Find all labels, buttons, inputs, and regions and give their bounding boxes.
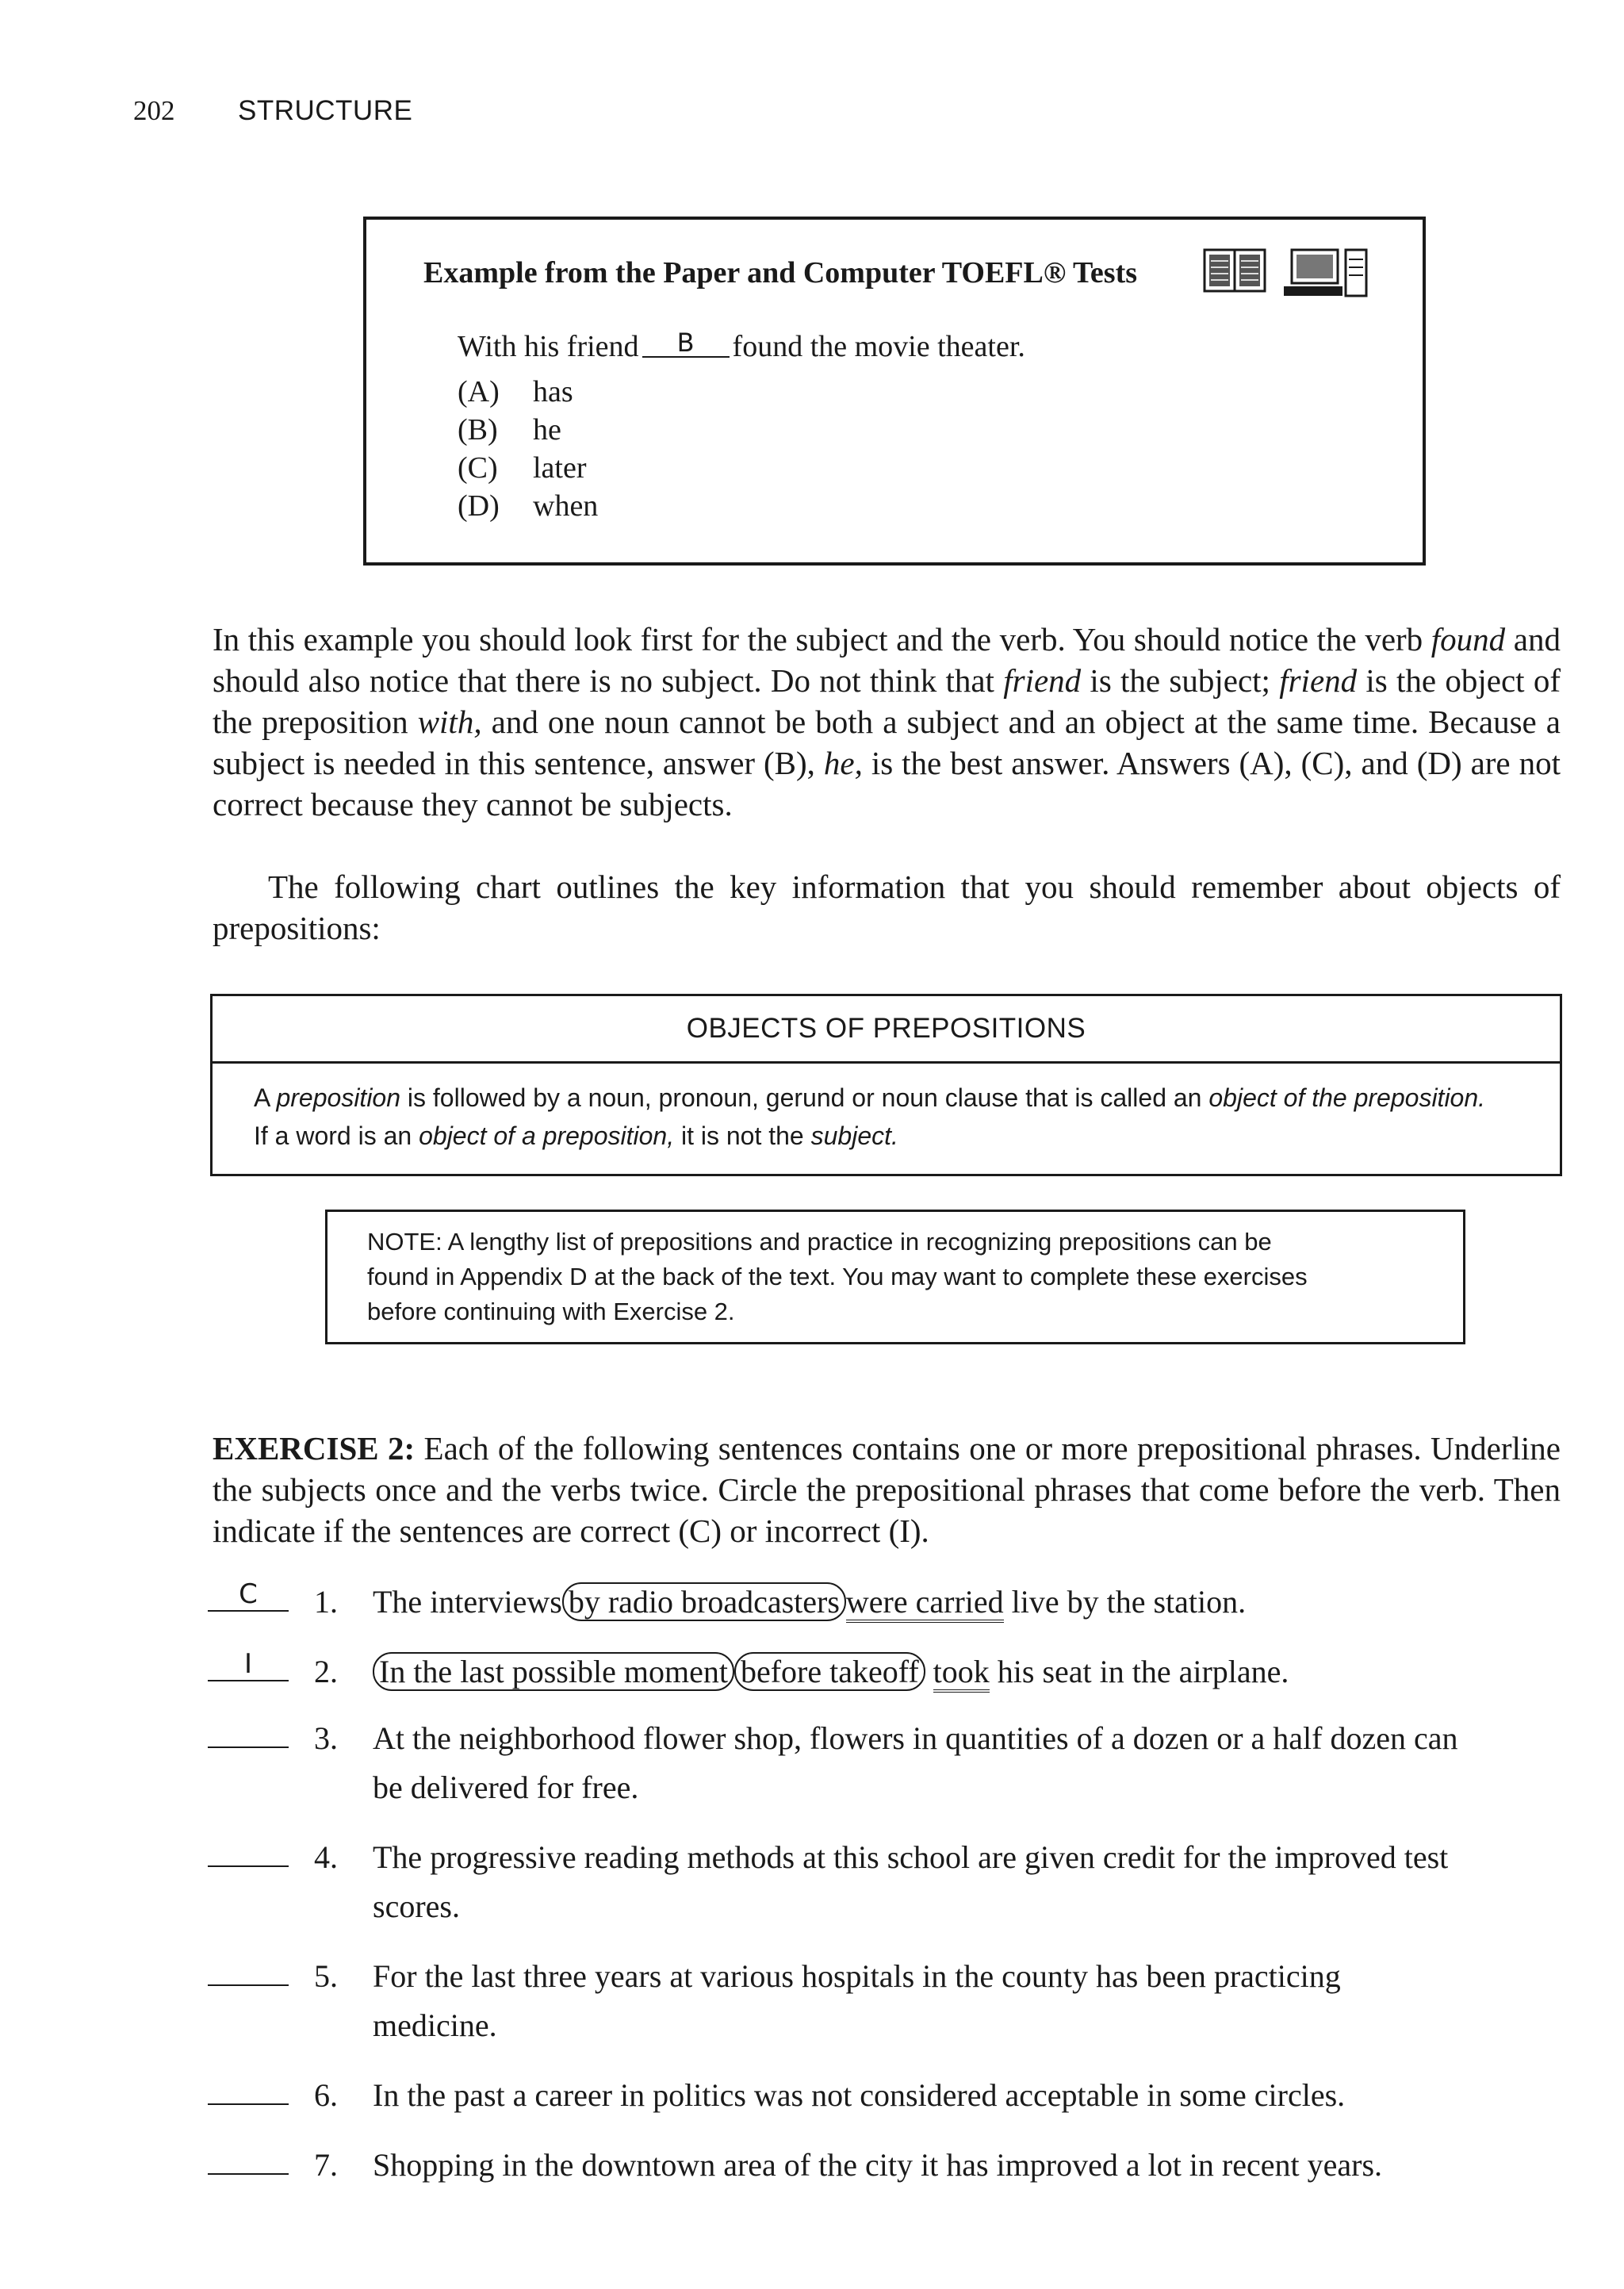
exercise-sentence-2: In the last possible moment before takeoff took his seat in the airplane. [373,1653,1289,1690]
item-number-2: 2. [314,1654,338,1689]
sentence-start: With his friend [458,330,639,363]
chart-rule-2: If a word is an object of a preposition, it is not the subject. [254,1121,898,1150]
chart-rule-1: A preposition is followed by a noun, pronoun, gerund or noun clause that is called an object of the preposition. [254,1083,1486,1112]
item-number-6: 6. [314,2077,338,2113]
circled-phrase: before takeoff [734,1652,925,1691]
answer-blank-3[interactable] [208,1715,289,1748]
answer-blank-7[interactable] [208,2141,289,2175]
answer-blank-6[interactable] [208,2072,289,2105]
circled-phrase: by radio broadcasters [562,1582,846,1621]
paper-test-book-icon [1203,247,1266,294]
note-line-1: NOTE: A lengthy list of prepositions and practice in recognizing prepositions can be [367,1228,1272,1256]
chart-intro-paragraph: The following chart outlines the key information that you should remember about objects of prepositions: [213,868,1561,946]
exercise-instructions: EXERCISE 2: Each of the following sentences contains one or more prepositional phrases. Underline the subjects once and the verbs twice. Circle the prepositional phrases that come before the verb. Then indicate if the sentences are correct (C) or incorrect (I). [213,1430,1561,1549]
note-line-2: found in Appendix D at the back of the text. You may want to complete these exercises [367,1263,1308,1290]
answer-blank-5[interactable] [208,1953,289,1986]
item-number-3: 3. [314,1720,338,1756]
page-number: 202 [133,95,175,126]
exercise-sentence-4: The progressive reading methods at this school are given credit for the improved test [373,1839,1449,1875]
exercise-sentence-7: Shopping in the downtown area of the city it has improved a lot in recent years. [373,2147,1383,2183]
verb-underline: took [933,1654,990,1693]
objects-of-prepositions-chart [210,994,1562,1176]
example-sentence [458,329,1025,364]
option-c: (C) later [458,451,587,485]
answer-blank-2[interactable]: I [208,1648,289,1681]
answer-blank-1[interactable]: C [208,1578,289,1612]
exercise-sentence-3: At the neighborhood flower shop, flowers in quantities of a dozen or a half dozen can [373,1720,1458,1756]
answer-blank-4[interactable] [208,1834,289,1867]
option-b: (B) he [458,413,561,447]
item-number-4: 4. [314,1839,338,1875]
exercise-label: EXERCISE 2: [213,1430,416,1467]
chart-title: OBJECTS OF PREPOSITIONS [213,996,1560,1064]
exercise-sentence-3-cont: be delivered for free. [373,1769,639,1805]
running-head: STRUCTURE [238,95,413,126]
exercise-sentence-1: The interviews by radio broadcasters were carried live by the station. [373,1583,1246,1620]
note-box [325,1210,1465,1344]
item-number-7: 7. [314,2147,338,2183]
computer-test-icon [1282,247,1369,299]
sentence-end: found the movie theater. [732,330,1025,363]
example-title: Example from the Paper and Computer TOEFL® Tests [423,256,1138,289]
option-a: (A) has [458,375,573,408]
answer-blank: B [642,329,730,358]
item-number-1: 1. [314,1584,338,1620]
verb-underline: were carried [846,1584,1004,1623]
exercise-sentence-6: In the past a career in politics was not considered acceptable in some circles. [373,2077,1346,2113]
circled-phrase: In the last possible moment [373,1652,734,1691]
explanation-paragraph: In this example you should look first for the subject and the verb. You should notice the verb found and should also notice that there is no subject. Do not think that friend is the subject; friend is the object of the preposition with, and one noun cannot be both a subject and an object at the same time. Because a subject is needed in this sentence, answer (B), he, is the best answer. Answers (A), (C), and (D) are not correct because they cannot be subjects. [213,621,1561,822]
exercise-sentence-5-cont: medicine. [373,2007,497,2043]
item-number-5: 5. [314,1958,338,1994]
exercise-sentence-4-cont: scores. [373,1888,460,1924]
exercise-sentence-5: For the last three years at various hospitals in the county has been practicing [373,1958,1341,1994]
option-d: (D) when [458,489,599,523]
note-line-3: before continuing with Exercise 2. [367,1298,735,1325]
example-box [363,217,1426,566]
